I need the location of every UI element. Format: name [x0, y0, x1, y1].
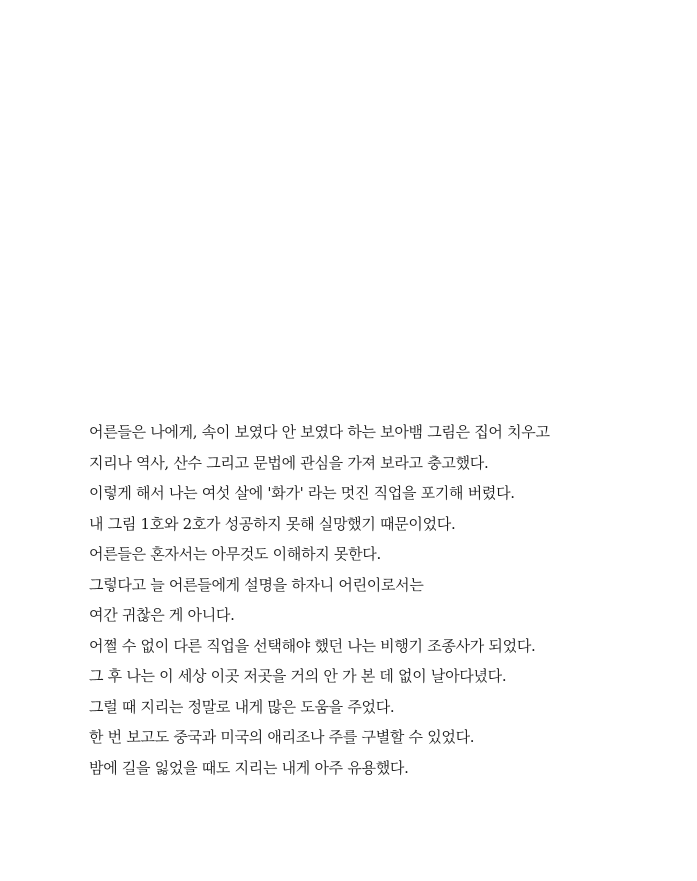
text-line: 그럴 때 지리는 정말로 내게 많은 도움을 주었다. [89, 697, 395, 716]
text-line: 어쩔 수 없이 다른 직업을 선택해야 했던 나는 비행기 조종사가 되었다. [89, 636, 536, 655]
text-line: 여간 귀찮은 게 아니다. [89, 606, 235, 624]
text-line: 그 후 나는 이 세상 이곳 저곳을 거의 안 가 본 데 없이 날아다녔다. [89, 667, 507, 685]
text-line: 이렇게 해서 나는 여섯 살에 '화가' 라는 멋진 직업을 포기해 버렸다. [89, 484, 515, 502]
text-line: 어른들은 나에게, 속이 보였다 안 보였다 하는 보아뱀 그림은 집어 치우고 [89, 423, 550, 441]
text-line: 그렇다고 늘 어른들에게 설명을 하자니 어린이로서는 [89, 575, 424, 594]
text-line: 어른들은 혼자서는 아무것도 이해하지 못한다. [89, 545, 381, 563]
text-line: 내 그림 1호와 2호가 성공하지 못해 실망했기 때문이었다. [89, 514, 456, 533]
body-text [89, 417, 669, 783]
text-line: 지리나 역사, 산수 그리고 문법에 관심을 가져 보라고 충고했다. [89, 453, 489, 472]
text-line: 한 번 보고도 중국과 미국의 애리조나 주를 구별할 수 있었다. [89, 728, 475, 746]
text-line: 밤에 길을 잃었을 때도 지리는 내게 아주 유용했다. [89, 758, 409, 777]
